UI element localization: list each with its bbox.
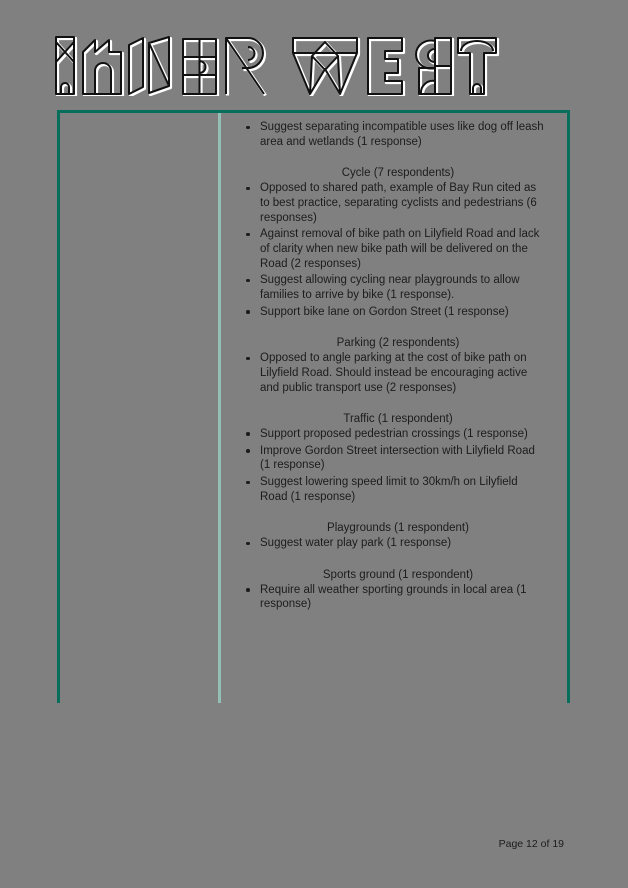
bullet-list: [245, 351, 551, 395]
bullet-list: [245, 120, 551, 149]
bullet-dot-icon: [246, 279, 250, 283]
bullet-item: [245, 227, 546, 271]
bullet-item: [245, 273, 546, 302]
feedback-section: [245, 336, 551, 395]
feedback-section: [245, 412, 551, 504]
inner-west-logo-graphic: [55, 36, 500, 96]
inner-west-logo: [55, 36, 500, 96]
section-heading: Traffic (1 respondent): [343, 413, 453, 426]
bullet-dot-icon: [246, 187, 250, 191]
table-cell-left: [60, 113, 221, 703]
bullet-item: [245, 181, 546, 225]
bullet-text: Opposed to shared path, example of Bay Run cited as to best practice, separating cyclists and pedestrians (6 responses): [260, 182, 537, 224]
bullet-dot-icon: [246, 432, 250, 436]
bullet-item: [245, 444, 546, 473]
section-heading: Sports ground (1 respondent): [322, 568, 474, 581]
bullet-item: [245, 536, 546, 551]
section-heading: Cycle (7 respondents): [341, 167, 455, 180]
section-heading: Parking (2 respondents): [336, 337, 460, 350]
bullet-dot-icon: [246, 233, 250, 237]
feedback-section: [245, 120, 551, 149]
bullet-dot-icon: [246, 449, 250, 453]
feedback-section: [245, 568, 551, 612]
bullet-text: Require all weather sporting grounds in local area (1 response): [260, 583, 527, 611]
bullet-item: [245, 427, 546, 442]
feedback-section: [245, 166, 551, 319]
bullet-text: Suggest allowing cycling near playgrounds to allow families to arrive by bike (1 response).: [260, 274, 520, 302]
bullet-text: Opposed to angle parking at the cost of bike path on Lilyfield Road. Should instead be encouraging active and public transport use (2 responses): [260, 352, 528, 394]
page-number: Page 12 of 19: [498, 838, 564, 850]
bullet-item: [245, 475, 546, 504]
feedback-table: [57, 110, 570, 703]
bullet-list: [245, 536, 551, 551]
bullet-dot-icon: [246, 357, 250, 361]
table-cell-feedback: [221, 113, 567, 703]
bullet-item: [245, 583, 546, 612]
bullet-list: [245, 427, 551, 505]
bullet-list: [245, 583, 551, 612]
bullet-list: [245, 181, 551, 319]
bullet-item: [245, 305, 546, 320]
bullet-text: Improve Gordon Street intersection with Lilyfield Road (1 response): [260, 444, 535, 472]
bullet-text: Suggest separating incompatible uses like dog off leash area and wetlands (1 response): [260, 121, 544, 148]
bullet-dot-icon: [246, 126, 250, 130]
bullet-dot-icon: [246, 481, 250, 485]
bullet-text: Support proposed pedestrian crossings (1 response): [260, 427, 528, 440]
bullet-text: Suggest lowering speed limit to 30km/h on Lilyfield Road (1 response): [260, 476, 518, 503]
bullet-text: Against removal of bike path on Lilyfield Road and lack of clarity when new bike path will be delivered on the Road (2 responses): [260, 228, 540, 270]
section-heading: Playgrounds (1 respondent): [327, 522, 469, 535]
bullet-text: Support bike lane on Gordon Street (1 response): [260, 305, 509, 318]
bullet-text: Suggest water play park (1 response): [260, 537, 452, 550]
feedback-section: [245, 521, 551, 550]
bullet-item: [245, 120, 546, 149]
bullet-dot-icon: [246, 542, 250, 546]
bullet-dot-icon: [246, 588, 250, 592]
bullet-item: [245, 351, 546, 395]
bullet-dot-icon: [246, 310, 250, 314]
